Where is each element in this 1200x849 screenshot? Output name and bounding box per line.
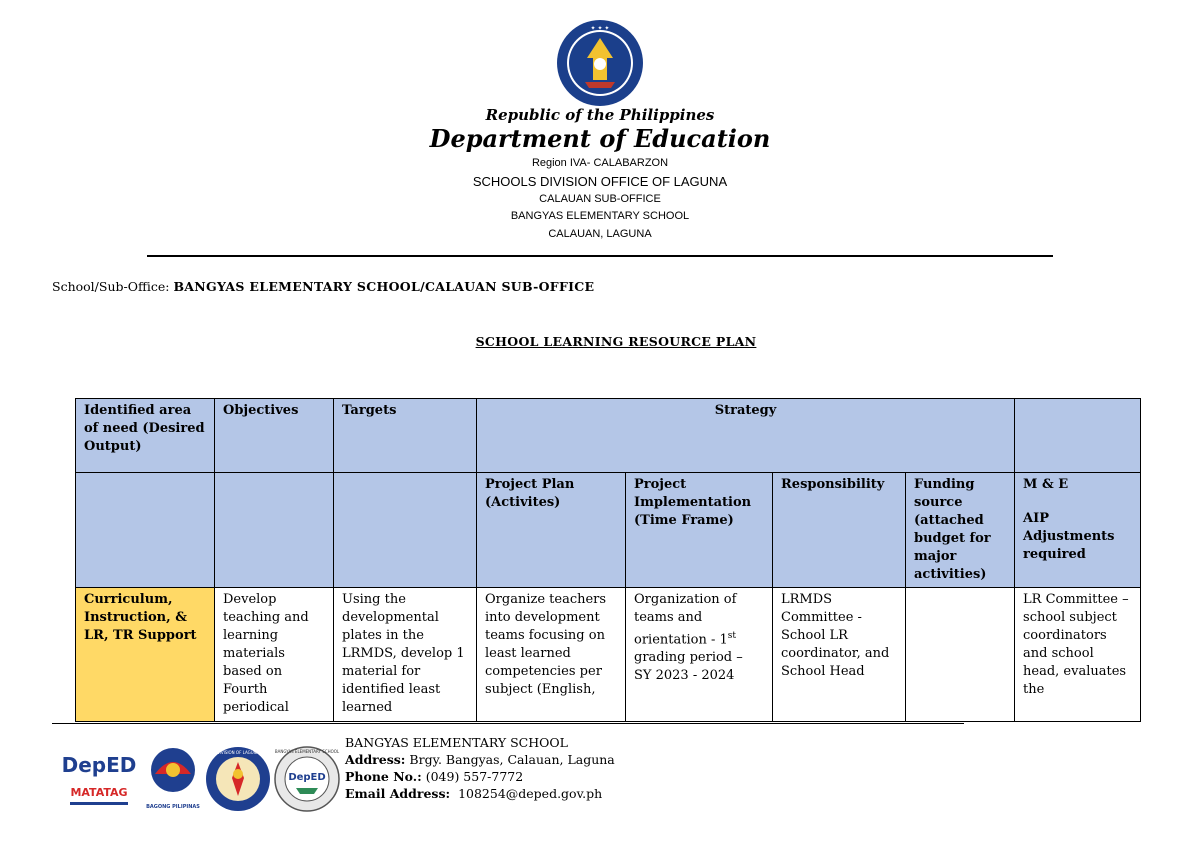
cell-responsibility: LRMDS Committee - School LR coordinator, and School Head: [773, 588, 906, 722]
cell-project-plan: Organize teachers into development teams focusing on least learned competencies per subject (English,: [477, 588, 626, 722]
email-label: Email Address:: [345, 786, 451, 801]
phone-label: Phone No.:: [345, 769, 422, 784]
school-office-label: School/Sub-Office:: [52, 279, 170, 294]
subheader-empty-1: [76, 473, 215, 588]
header-targets: Targets: [334, 399, 477, 473]
cell-implementation: [626, 588, 773, 722]
resource-plan-table: [75, 398, 1141, 722]
cell-objectives: Develop teaching and learning materials based on Fourth periodical: [215, 588, 334, 722]
header-implementation: Project Implementation (Time Frame): [626, 473, 773, 588]
cell-m-and-e: LR Committee – school subject coordinators and school head, evaluates the: [1015, 588, 1141, 722]
header-objectives: Objectives: [215, 399, 334, 473]
deped-matatag-logo: [62, 744, 136, 814]
header-divider: [147, 255, 1053, 257]
address-value: Brgy. Bangyas, Calauan, Laguna: [409, 752, 615, 767]
school-ring-text: BANGYAS ELEMENTARY SCHOOL: [274, 749, 340, 754]
cell-targets: Using the developmental plates in the LRMDS, develop 1 material for identified least learned: [334, 588, 477, 722]
bagong-pilipinas-logo: [143, 744, 203, 814]
school-office-field: [52, 279, 594, 294]
republic-heading: Republic of the Philippines: [485, 106, 715, 124]
deped-seal-logo: [555, 18, 645, 108]
matatag-wordmark: MATATAG: [70, 786, 128, 799]
division-line: SCHOOLS DIVISION OFFICE OF LAGUNA: [472, 174, 728, 189]
implementation-text-a: Organization of teams and orientation - 1: [634, 592, 737, 648]
aip-label: AIP Adjustments required: [1023, 511, 1115, 562]
school-seal-logo: [272, 744, 342, 814]
subheader-empty-3: [334, 473, 477, 588]
school-seal-deped: DepED: [288, 772, 326, 783]
subheader-empty-2: [215, 473, 334, 588]
page-title: SCHOOL LEARNING RESOURCE PLAN: [475, 334, 757, 349]
header-strategy: Strategy: [477, 399, 1015, 473]
table-row: [76, 588, 1141, 722]
sub-office-line: CALAUAN SUB-OFFICE: [539, 193, 661, 205]
header-m-and-e: [1015, 473, 1141, 588]
city-line: CALAUAN, LAGUNA: [548, 228, 652, 240]
header-project-plan: Project Plan (Activites): [477, 473, 626, 588]
bagong-wordmark: BAGONG PILIPINAS: [146, 804, 200, 810]
region-line: Region IVA- CALABARZON: [531, 157, 669, 169]
m-and-e-label: M & E: [1023, 477, 1069, 492]
footer-address: [345, 752, 615, 768]
footer-divider: [52, 723, 964, 724]
implementation-sup: st: [727, 631, 736, 641]
footer-email: [345, 786, 602, 802]
division-ring-text: DIVISION OF LAGUNA: [216, 750, 260, 755]
address-label: Address:: [345, 752, 406, 767]
table-subheader-row: [76, 473, 1141, 588]
table-header-row: [76, 399, 1141, 473]
email-value: 108254@deped.gov.ph: [458, 786, 603, 801]
footer-school: BANGYAS ELEMENTARY SCHOOL: [345, 735, 568, 750]
header-funding: Funding source (attached budget for major activities): [906, 473, 1015, 588]
deped-wordmark: DepED: [62, 753, 136, 777]
footer-phone: [345, 769, 523, 785]
header-empty: [1015, 399, 1141, 473]
implementation-text-b: grading period – SY 2023 - 2024: [634, 650, 743, 684]
department-heading: Department of Education: [429, 124, 771, 153]
cell-area: Curriculum, Instruction, & LR, TR Support: [76, 588, 215, 722]
phone-value: (049) 557-7772: [425, 769, 524, 784]
header-area-of-need: Identified area of need (Desired Output): [76, 399, 215, 473]
school-office-value: BANGYAS ELEMENTARY SCHOOL/CALAUAN SUB-OFFICE: [173, 279, 595, 294]
cell-funding: [906, 588, 1015, 722]
header-responsibility: Responsibility: [773, 473, 906, 588]
division-laguna-seal: [204, 744, 272, 814]
svg-text:✦ ✦ ✦: ✦ ✦ ✦: [590, 25, 610, 32]
school-line: BANGYAS ELEMENTARY SCHOOL: [510, 210, 690, 222]
